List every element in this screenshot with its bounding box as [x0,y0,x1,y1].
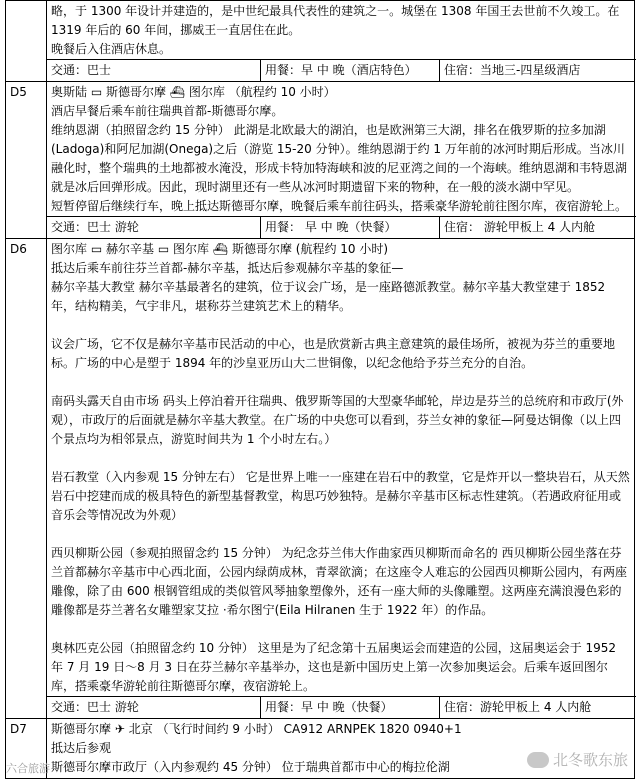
route-end: 斯德哥尔摩 [231,242,292,256]
flight-info: CA912 ARNPEK 1820 0940+1 [283,722,462,736]
day-label: D6 [6,239,47,719]
day-content [47,82,635,239]
plane-icon: ✈ [114,722,125,736]
paragraph: 维纳恩湖（拍照留念约 15 分钟） 此湖是北欧最大的湖泊，也是欧洲第三大湖，排名在俄罗斯的拉多加湖(Ladoga)和阿尼加湖(Onega)之后（游览 15-20 分钟）。维纳恩湖于约 1 万年前的冰河时期后形成。当冰川融化时，整个瑞典的土地都被水淹没，形成卡特加特海峡和波的尼亚湾之间的一个海峡。维纳恩湖和韦特恩湖就是冰后回弹形成。因此，现时湖里还有一些从冰河时期遗留下来的物种，在一般的淡水湖中罕见。 [51,123,628,194]
watermark-text: 北冬歌东旅 [552,751,628,769]
route-start: 奥斯陆 [51,85,88,99]
watermark-left: 六合旅游 [6,762,50,775]
route-mid: 赫尔辛基 [106,242,155,256]
route-end: 图尔库 [188,85,225,99]
day-content [47,239,635,719]
table-row [6,1,635,82]
paragraph: 赫尔辛基大教堂 赫尔辛基最著名的建筑，位于议会广场，是一座路德派教堂。赫尔辛基大教堂建于 1852 年，结构精美，气宇非凡，堪称芬兰建筑艺术上的精华。 [51,280,606,313]
lodging-info: 住宿：当地三-四星级酒店 [444,63,581,77]
info-row [47,696,636,718]
route-mid: 斯德哥尔摩 [106,85,167,99]
wechat-logo-icon [527,752,549,768]
ship-icon: ⛴ [212,242,229,256]
paragraph: 抵达后乘车前往芬兰首都-赫尔辛基，抵达后参观赫尔辛基的象征— [51,261,404,275]
watermark-right [527,749,628,770]
day-label: D5 [6,82,47,239]
info-row [47,59,636,81]
bus-icon: ▭ [90,85,103,99]
transport-info: 交通：巴士 游轮 [47,697,261,718]
paragraph: 奥林匹克公园（拍照留念约 10 分钟） 这里是为了纪念第十五届奥运会而建造的公园，这届奥运会于 1952 年 7 月 19 日～8 月 3 日在芬兰赫尔辛基举办，这也是新中国历史上第一次参加奥运会。后乘车返回图尔库，搭乘豪华游轮前往斯德哥尔摩，夜宿游轮上。 [51,641,617,693]
route-start: 斯德哥尔摩 [51,722,112,736]
paragraph: 岩石教堂（入内参观 15 分钟左右） 它是世界上唯一一座建在岩石中的教堂，它是炸开以一整块岩石，从天然岩石中挖建而成的极具特色的新型基督教堂，构思巧妙独特。是赫尔辛基市区标志性建筑。（若遇政府征用或音乐会等情况改为外观） [51,470,630,522]
transport-info: 交通：巴士 [47,60,261,81]
lodging-info: 住宿：游轮甲板上 4 人内舱 [444,700,592,714]
route-mid: 图尔库 [173,242,210,256]
bus-icon: ▭ [157,242,170,256]
paragraph: 晚餐后入住酒店休息。 [51,42,172,56]
transport-info: 交通：巴士 游轮 [47,217,261,238]
info-row [47,216,636,238]
day-cell [6,1,47,82]
itinerary-table [5,0,635,779]
route-note: （飞行时间约 9 小时） [156,722,280,736]
paragraph: 西贝柳斯公园（参观拍照留念约 15 分钟） 为纪念芬兰伟大作曲家西贝柳斯而命名的 西贝柳斯公园坐落在芬兰首都赫尔辛基市中心西北面，公园内绿荫成林，青翠欲滴；在这座令人难忘的公园西贝柳斯公园内，有两座雕像，除了由 600 根钢管组成的类似管风琴抽象塑像外，还有一座大师的头像雕塑。这两座充满浪漫色彩的雕像都是芬兰著名女雕塑家艾拉 ·希尔图宁(Eila Hilranen 生于 1922 年）的作品。 [51,546,628,617]
route-line [51,83,630,102]
meals-info: 用餐： 早 中 晚（快餐） [261,217,440,238]
route-start: 图尔库 [51,242,88,256]
paragraph: 议会广场，它不仅是赫尔辛基市民活动的中心，也是欣赏新古典主意建筑的最佳场所，被视为芬兰的重要地标。广场的中心是塑于 1894 年的沙皇亚历山大二世铜像，以纪念他给予芬兰充分的自治。 [51,337,616,370]
paragraph: 南码头露天自由市场 码头上停泊着开往瑞典、俄罗斯等国的大型豪华邮轮，岸边是芬兰的总统府和市政厅(外观），市政厅的后面就是赫尔辛基大教堂。在广场的中央您可以看到，芬兰女神的象征—阿曼达铜像（以上四个景点均为相邻景点，游览时间共为 1 个小时左右。） [51,394,624,446]
ship-icon: ⛴ [169,85,186,99]
paragraph: 酒店早餐后乘车前往瑞典首都-斯德哥尔摩。 [51,104,284,118]
paragraph: 斯德哥尔摩市政厅（入内参观约 45 分钟） 位于瑞典首都市中心的梅拉伦湖 [51,760,450,774]
route-note: (航程约 10 小时) [295,242,389,256]
meals-info: 用餐：早 中 晚（酒店特色） [261,60,440,81]
route-line [51,240,630,259]
bus-icon: ▭ [90,242,103,256]
paragraph: 略，于 1300 年设计并建造的，是中世纪最具代表性的建筑之一。城堡在 1308 年国王去世前不久竣工。在 1319 年后的 60 年间，挪威王一直居住在此。 [51,4,620,37]
day-content [47,1,635,82]
day-label: D7 [6,719,47,779]
paragraph: 短暂停留后继续行车，晚上抵达斯德哥尔摩，晚餐后乘车前往码头，搭乘豪华游轮前往图尔库，夜宿游轮上。 [51,199,628,213]
route-note: （航程约 10 小时） [228,85,336,99]
route-end: 北京 [128,722,153,736]
table-row [6,239,635,719]
table-row [6,82,635,239]
route-line [51,720,630,739]
meals-info: 用餐：早 中 晚（快餐） [261,697,440,718]
paragraph: 抵达后参观 [51,741,112,755]
lodging-info: 住宿： 游轮甲板上 4 人内舱 [444,220,596,234]
